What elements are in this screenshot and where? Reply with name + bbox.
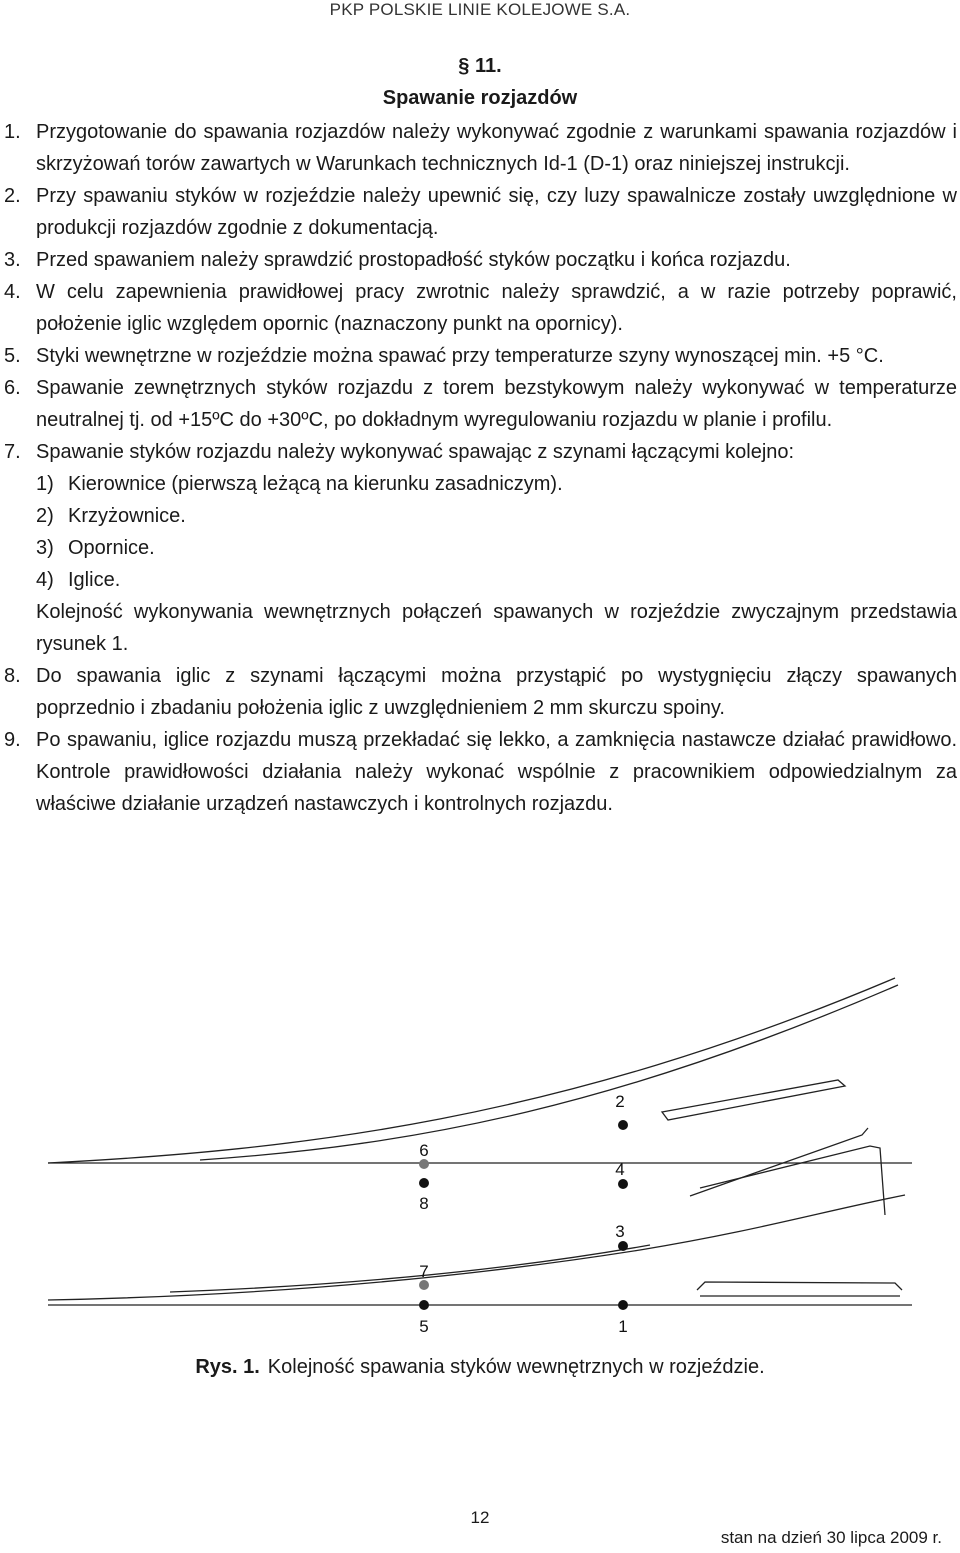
sub-item-text: Krzyżownice. [68, 505, 186, 527]
joint-label-3: 3 [615, 1222, 625, 1241]
sub-item-number: 4) [36, 569, 54, 591]
joint-4-marker [618, 1179, 628, 1189]
joint-label-5: 5 [419, 1317, 429, 1336]
page-header: PKP POLSKIE LINIE KOLEJOWE S.A. [329, 0, 631, 19]
item-list [0, 116, 960, 820]
list-item-1 [0, 116, 960, 180]
list-item-3 [0, 244, 960, 276]
item-number: 8. [4, 665, 21, 687]
joint-label-4: 4 [615, 1160, 625, 1179]
joint-1-marker [618, 1300, 628, 1310]
list-item-8 [0, 660, 960, 724]
list-item-2 [0, 180, 960, 244]
sub-item-number: 1) [36, 473, 54, 495]
check-rail [697, 1282, 902, 1290]
section-title: Spawanie rozjazdów [382, 87, 578, 109]
footer-date: stan na dzień 30 lipca 2009 r. [720, 1528, 942, 1547]
item-number: 9. [4, 729, 21, 751]
joint-markers [419, 1120, 628, 1310]
joint-6-marker [419, 1159, 429, 1169]
sub-item-number: 2) [36, 505, 54, 527]
joint-2-marker [618, 1120, 628, 1130]
item-number: 3. [4, 249, 21, 271]
joint-label-8: 8 [419, 1194, 429, 1213]
item-text: Po spawaniu, iglice rozjazdu muszą przekładać się lekko, a zamknięcia nastawcze działać prawidłowo. Kontrole prawidłowości działania należy wykonać wspólnie z pracownikiem odpowiedzialnym za właściwe działanie urządzeń nastawczych i kontrolnych rozjazdu. [36, 729, 957, 815]
sub-item-number: 3) [36, 537, 54, 559]
item-number: 7. [4, 441, 21, 463]
item-number: 1. [4, 121, 21, 143]
section-number: § 11. [458, 55, 502, 77]
item-text: Spawanie zewnętrznych styków rozjazdu z torem bezstykowym należy wykonywać w temperaturze neutralnej tj. od +15ºC do +30ºC, po dokładnym wyregulowaniu rozjazdu w planie i profilu. [36, 377, 957, 431]
sub-item-text: Kierownice (pierwszą leżącą na kierunku zasadniczym). [68, 473, 563, 495]
joint-5-marker [419, 1300, 429, 1310]
switch-blade [170, 1245, 650, 1292]
diverging-outer-rail-2 [200, 985, 898, 1160]
sub-item-text: Iglice. [68, 569, 121, 591]
rail-lines [48, 978, 912, 1305]
item-text: Przygotowanie do spawania rozjazdów należy wykonywać zgodnie z warunkami spawania rozjazdów i skrzyżowań torów zawartych w Warunkach technicznych Id-1 (D-1) oraz niniejszej instrukcji. [36, 121, 957, 175]
item-number: 6. [4, 377, 21, 399]
diverging-inner-rail [48, 1195, 905, 1300]
diverging-outer-rail [48, 978, 895, 1163]
page-number: 12 [470, 1508, 490, 1527]
sub-item-3 [0, 532, 960, 564]
list-item-4 [0, 276, 960, 340]
item-7-note: Kolejność wykonywania wewnętrznych połączeń spawanych w rozjeździe zwyczajnym przedstawia rysunek 1. [36, 601, 957, 655]
caption-label: Rys. 1. [195, 1356, 260, 1378]
item-text: Styki wewnętrzne w rozjeździe można spawać przy temperaturze szyny wynoszącej min. +5 °C. [36, 345, 884, 367]
sub-item-2 [0, 500, 960, 532]
frog-leg [690, 1128, 868, 1196]
sub-item-4 [0, 564, 960, 596]
item-text: W celu zapewnienia prawidłowej pracy zwrotnic należy sprawdzić, a w razie potrzeby poprawić, położenie iglic względem opornic (naznaczony punkt na opornicy). [36, 281, 957, 335]
joint-label-1: 1 [618, 1317, 628, 1336]
list-item-9 [0, 724, 960, 820]
item-text: Spawanie styków rozjazdu należy wykonywać spawając z szynami łączącymi kolejno: [36, 441, 795, 463]
list-item-7 [0, 436, 960, 468]
joint-label-7: 7 [419, 1262, 429, 1281]
joint-8-marker [419, 1178, 429, 1188]
figure-caption [0, 1356, 960, 1379]
joint-label-6: 6 [419, 1141, 429, 1160]
joint-label-2: 2 [615, 1092, 625, 1111]
item-text: Do spawania iglic z szynami łączącymi można przystąpić po wystygnięciu złączy spawanych poprzednio i zbadaniu położenia iglic z uwzględnieniem 2 mm skurczu spoiny. [36, 665, 957, 719]
sub-item-1 [0, 468, 960, 500]
joint-3-marker [618, 1241, 628, 1251]
list-item-5 [0, 340, 960, 372]
guard-rail-2 [662, 1080, 845, 1120]
turnout-diagram [0, 965, 960, 1345]
item-number: 4. [4, 281, 21, 303]
item-text: Przed spawaniem należy sprawdzić prostopadłość styków początku i końca rozjazdu. [36, 249, 791, 271]
joint-7-marker [419, 1280, 429, 1290]
list-item-6 [0, 372, 960, 436]
sub-item-text: Opornice. [68, 537, 155, 559]
item-number: 2. [4, 185, 21, 207]
item-number: 5. [4, 345, 21, 367]
item-text: Przy spawaniu styków w rozjeździe należy upewnić się, czy luzy spawalnicze zostały uwzględnione w produkcji rozjazdów zgodnie z dokumentacją. [36, 185, 957, 239]
caption-text: Kolejność spawania styków wewnętrznych w rozjeździe. [267, 1356, 765, 1378]
